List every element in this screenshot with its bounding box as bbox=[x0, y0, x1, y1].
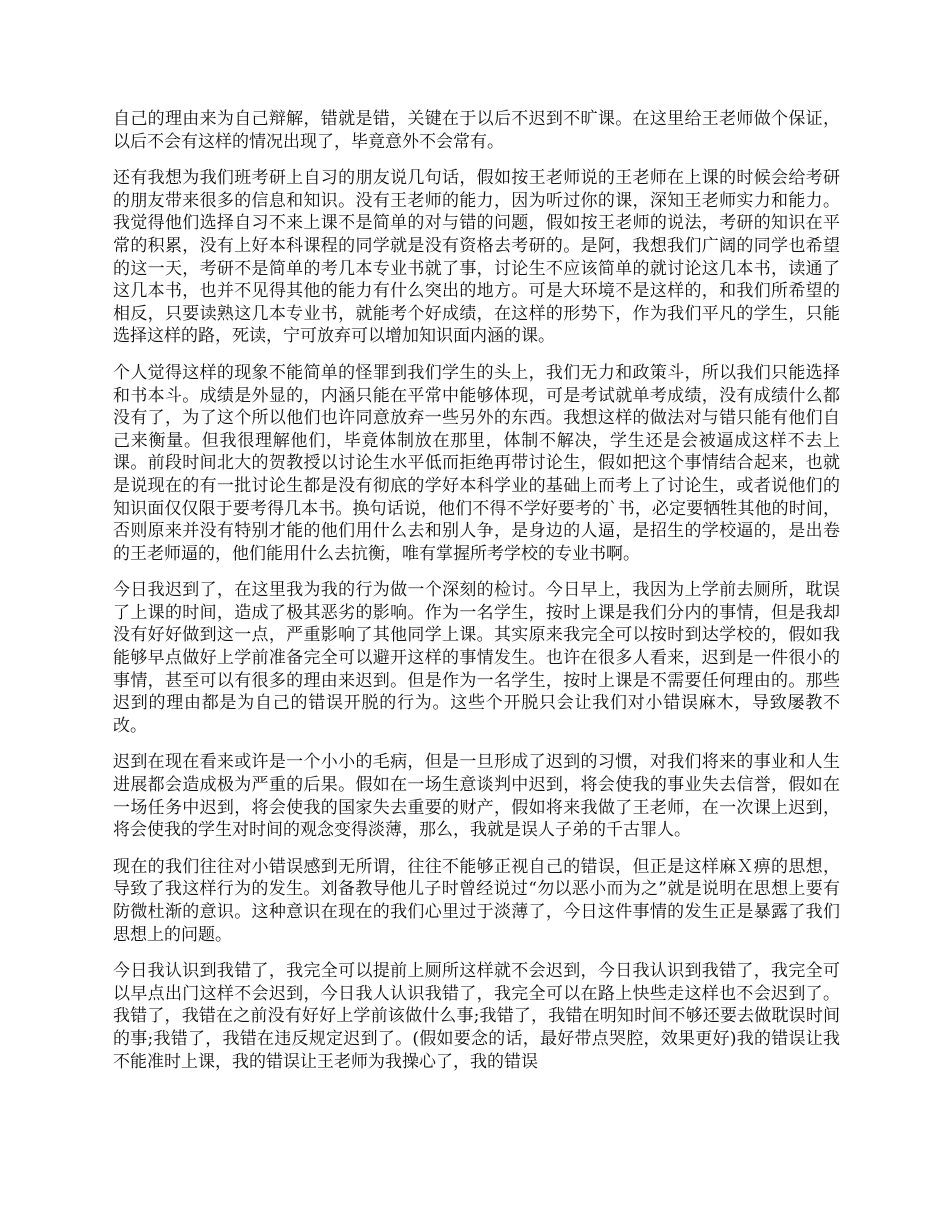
document-body bbox=[113, 108, 840, 1087]
paragraph: 现在的我们往往对小错误感到无所谓，往往不能够正视自己的错误，但正是这样麻Ｘ痹的思想，导致了我这样行为的发生。刘备教导他儿子时曾经说过“勿以恶小而为之”就是说明在思想上要有防微杜渐的意识。这种意识在现在的我们心里过于淡薄了，今日这件事情的发生正是暴露了我们思想上的问题。 bbox=[113, 856, 840, 945]
paragraph: 自己的理由来为自己辩解，错就是错，关键在于以后不迟到不旷课。在这里给王老师做个保证，以后不会有这样的情况出现了，毕竟意外不会常有。 bbox=[113, 109, 840, 152]
paragraph: 还有我想为我们班考研上自习的朋友说几句话，假如按王老师说的王老师在上课的时候会给考研的朋友带来很多的信息和知识。没有王老师的能力，因为听过你的课，深知王老师实力和能力。我觉得他们选择自习不来上课不是简单的对与错的问题，假如按王老师的说法，考研的知识在平常的积累，没有上好本科课程的同学就是没有资格去考研的。是阿，我想我们广阔的同学也希望的这一天，考研不是简单的考几本专业书就了事，讨论生不应该简单的就讨论这几本书，读通了这几本书，也并不见得其他的能力有什么突出的地方。可是大环境不是这样的，和我们所希望的相反，只要读熟这几本专业书，就能考个好成绩，在这样的形势下，作为我们平凡的学生，只能选择这样的路，死读，宁可放弃可以增加知识面内涵的课。 bbox=[113, 168, 840, 347]
paragraph: 今日我迟到了，在这里我为我的行为做一个深刻的检讨。今日早上，我因为上学前去厕所，耽误了上课的时间，造成了极其恶劣的影响。作为一名学生，按时上课是我们分内的事情，但是我却没有好好做到这一点，严重影响了其他同学上课。其实原来我完全可以按时到达学校的，假如我能够早点做好上学前准备完全可以避开这样的事情发生。也许在很多人看来，迟到是一件很小的事情，甚至可以有很多的理由来迟到。但是作为一名学生，按时上课是不需要任何理由的。那些迟到的理由都是为自己的错误开脱的行为。这些个开脱只会让我们对小错误麻木，导致屡教不改。 bbox=[113, 580, 840, 736]
paragraph: 迟到在现在看来或许是一个小小的毛病，但是一旦形成了迟到的习惯，对我们将来的事业和人生进展都会造成极为严重的后果。假如在一场生意谈判中迟到，将会使我的事业失去信誉，假如在一场任务中迟到，将会使我的国家失去重要的财产，假如将来我做了王老师，在一次课上迟到，将会使我的学生对时间的观念变得淡薄，那么，我就是误人子弟的千古罪人。 bbox=[113, 752, 840, 841]
paragraph: 今日我认识到我错了，我完全可以提前上厕所这样就不会迟到，今日我认识到我错了，我完全可以早点出门这样不会迟到，今日我人认识我错了，我完全可以在路上快些走这样也不会迟到了。我错了，我错在之前没有好好上学前该做什么事;我错了，我错在明知时间不够还要去做耽误时间的事;我错了，我错在违反规定迟到了。(假如要念的话，最好带点哭腔，效果更好)我的错误让我不能准时上课，我的错误让王老师为我操心了，我的错误 bbox=[113, 961, 840, 1072]
paragraph: 个人觉得这样的现象不能简单的怪罪到我们学生的头上，我们无力和政策斗，所以我们只能选择和书本斗。成绩是外显的，内涵只能在平常中能够体现，可是考试就单考成绩，没有成绩什么都没有了，为了这个所以他们也许同意放弃一些另外的东西。我想这样的做法对与错只能有他们自己来衡量。但我很理解他们，毕竟体制放在那里，体制不解决，学生还是会被逼成这样不去上课。前段时间北大的贺教授以讨论生水平低而拒绝再带讨论生，假如把这个事情结合起来，也就是说现在的有一批讨论生都是没有彻底的学好本科学业的基础上而考上了讨论生，或者说他们的知识面仅仅限于要考得几本书。换句话说，他们不得不学好要考的`书，必定要牺牲其他的时间，否则原来并没有特别才能的他们用什么去和别人争，是身边的人逼，是招生的学校逼的，是出卷的王老师逼的，他们能用什么去抗衡，唯有掌握所考学校的专业书啊。 bbox=[113, 362, 840, 564]
